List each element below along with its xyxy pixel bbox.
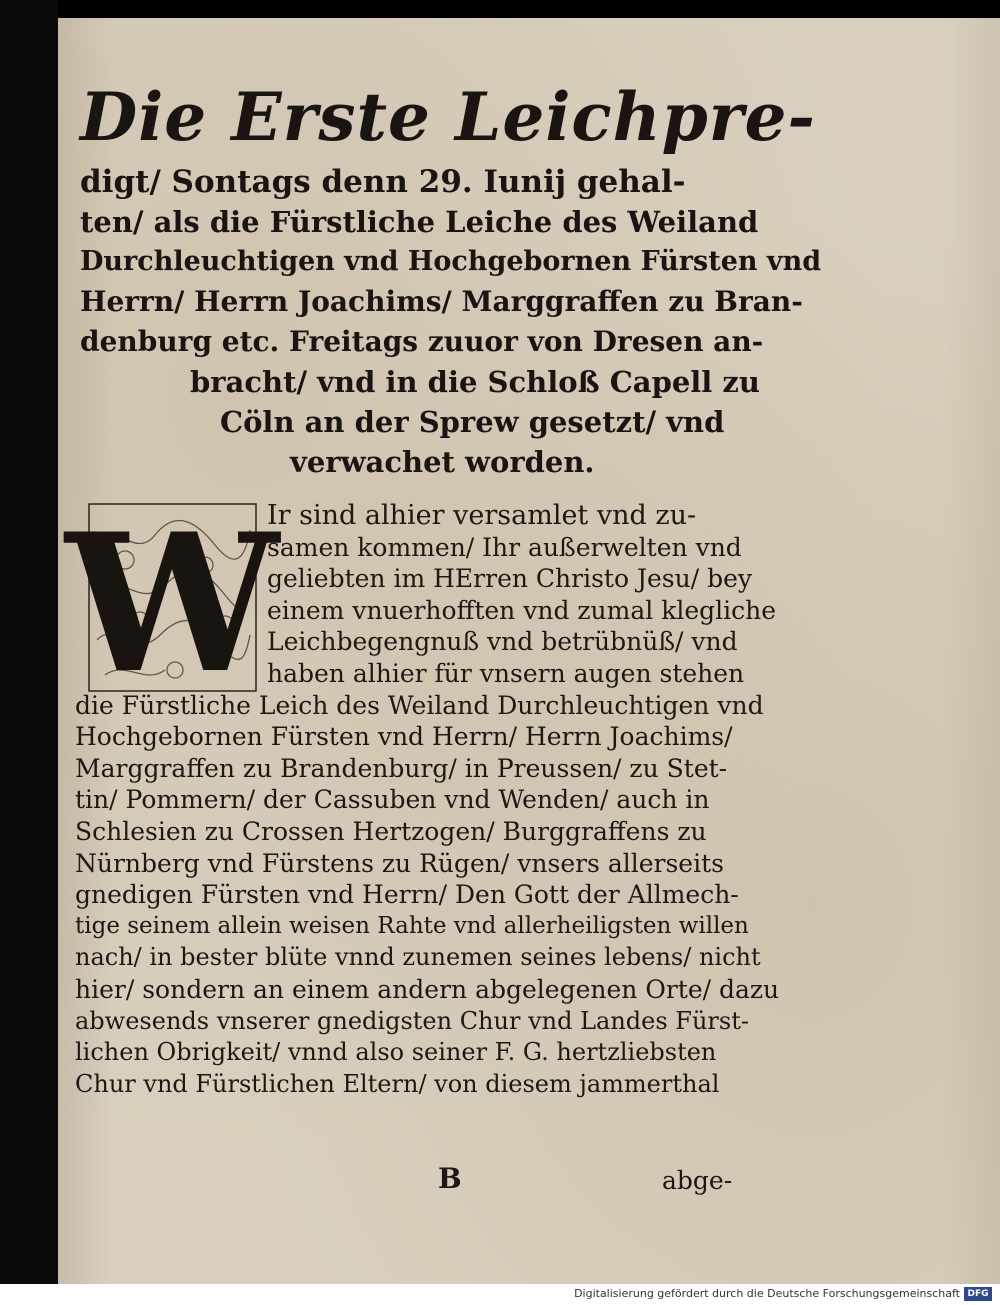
body-line: Leichbegengnuß vnd betrübnüß/ vnd — [267, 627, 738, 657]
title-line: denburg etc. Freitags zuuor von Dresen an- — [80, 325, 764, 358]
body-line: geliebten im HErren Christo Jesu/ bey — [267, 564, 753, 594]
decorated-initial-letter-w — [65, 492, 279, 715]
title-line: verwachet worden. — [290, 445, 595, 479]
body-line: Marggraffen zu Brandenburg/ in Preussen/ zu Stet- — [75, 753, 728, 783]
catchword: abge- — [662, 1166, 733, 1195]
top-border — [0, 0, 1000, 18]
dfg-logo-icon: DFG — [964, 1287, 992, 1301]
body-line: hier/ sondern an einem andern abgelegenen Orte/ dazu — [75, 974, 780, 1004]
body-line: die Fürstliche Leich des Weiland Durchleuchtigen vnd — [75, 690, 764, 720]
funding-notice: Digitalisierung gefördert durch die Deutsche Forschungsgemeinschaft — [574, 1287, 960, 1300]
svg-text:W: W — [65, 492, 279, 715]
body-line: Nürnberg vnd Fürstens zu Rügen/ vnsers allerseits — [75, 848, 724, 878]
body-line: samen kommen/ Ihr außerwelten vnd — [267, 532, 742, 562]
footer-bar — [0, 1284, 1000, 1305]
title-line: Durchleuchtigen vnd Hochgebornen Fürsten vnd — [80, 246, 822, 277]
body-line: tin/ Pommern/ der Cassuben vnd Wenden/ auch in — [75, 785, 710, 815]
body-line: tige seinem allein weisen Rahte vnd allerheiligsten willen — [75, 912, 749, 939]
title-line: Herrn/ Herrn Joachims/ Marggraffen zu Bran- — [80, 285, 803, 318]
body-line: Ir sind alhier versamlet vnd zu- — [267, 500, 697, 531]
title-line: bracht/ vnd in die Schloß Capell zu — [190, 365, 760, 399]
title-heading: Die Erste Leichpre- — [80, 78, 816, 156]
body-line: Hochgebornen Fürsten vnd Herrn/ Herrn Joachims/ — [75, 722, 733, 752]
body-line: haben alhier für vnsern augen stehen — [267, 658, 745, 688]
title-line: ten/ als die Fürstliche Leiche des Weiland — [80, 205, 759, 239]
title-line: digt/ Sontags denn 29. Iunij gehal- — [80, 164, 686, 200]
signature-mark: B — [438, 1162, 462, 1195]
body-line: Schlesien zu Crossen Hertzogen/ Burggraffens zu — [75, 816, 707, 846]
body-line: einem vnuerhofften vnd zumal klegliche — [267, 595, 777, 625]
body-line: gnedigen Fürsten vnd Herrn/ Den Gott der Allmech- — [75, 880, 739, 910]
title-line: Cöln an der Sprew gesetzt/ vnd — [220, 405, 725, 439]
left-border — [0, 0, 58, 1290]
body-line: abwesends vnserer gnedigsten Chur vnd Landes Fürst- — [75, 1006, 749, 1035]
body-text — [65, 492, 780, 1100]
body-line: Chur vnd Fürstlichen Eltern/ von diesem jammerthal — [75, 1069, 720, 1098]
body-line: nach/ in bester blüte vnnd zunemen seines lebens/ nicht — [75, 943, 761, 972]
body-line: lichen Obrigkeit/ vnnd also seiner F. G. hertzliebsten — [75, 1038, 717, 1067]
title-block — [80, 72, 822, 482]
